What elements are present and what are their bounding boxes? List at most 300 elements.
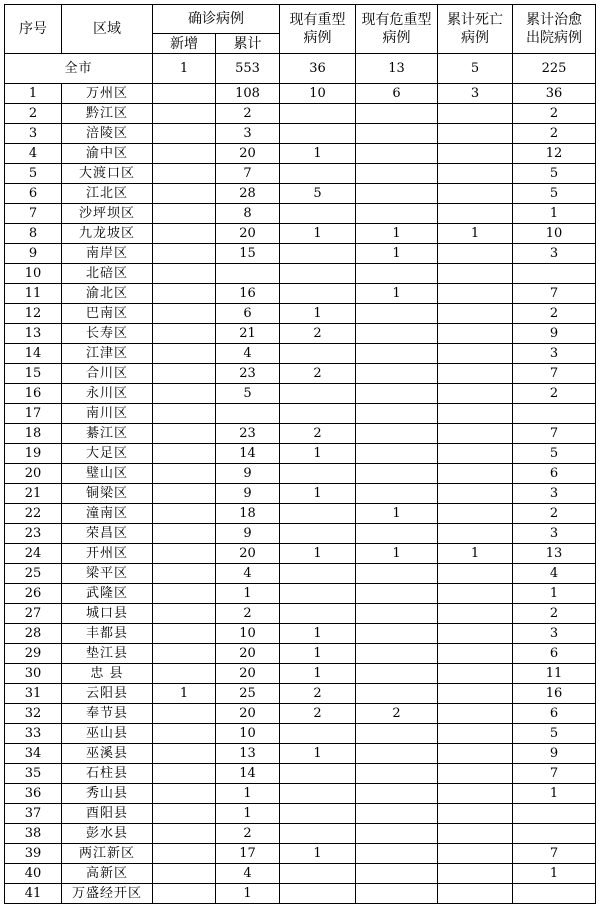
row-region: 潼南区 bbox=[62, 504, 153, 524]
row-cumulative: 4 bbox=[216, 864, 280, 884]
row-deaths bbox=[438, 144, 513, 164]
row-cumulative: 28 bbox=[216, 184, 280, 204]
row-region: 綦江区 bbox=[62, 424, 153, 444]
row-deaths bbox=[438, 104, 513, 124]
table-row bbox=[5, 804, 596, 824]
row-severe bbox=[280, 784, 356, 804]
row-recovered: 6 bbox=[513, 704, 596, 724]
row-region: 巫溪县 bbox=[62, 744, 153, 764]
row-severe bbox=[280, 164, 356, 184]
row-critical bbox=[356, 524, 438, 544]
row-severe bbox=[280, 104, 356, 124]
row-deaths bbox=[438, 604, 513, 624]
row-critical bbox=[356, 584, 438, 604]
row-index: 33 bbox=[5, 724, 62, 744]
row-cumulative: 20 bbox=[216, 144, 280, 164]
row-deaths: 3 bbox=[438, 84, 513, 104]
row-recovered: 6 bbox=[513, 464, 596, 484]
table-row bbox=[5, 864, 596, 884]
total-deaths: 5 bbox=[438, 54, 513, 84]
row-cumulative: 23 bbox=[216, 364, 280, 384]
row-severe: 1 bbox=[280, 144, 356, 164]
row-severe bbox=[280, 284, 356, 304]
row-deaths bbox=[438, 444, 513, 464]
row-severe: 1 bbox=[280, 664, 356, 684]
row-index: 10 bbox=[5, 264, 62, 284]
row-index: 21 bbox=[5, 484, 62, 504]
row-region: 渝北区 bbox=[62, 284, 153, 304]
row-deaths bbox=[438, 644, 513, 664]
row-index: 40 bbox=[5, 864, 62, 884]
row-recovered: 3 bbox=[513, 524, 596, 544]
table-row bbox=[5, 204, 596, 224]
row-deaths bbox=[438, 684, 513, 704]
row-recovered: 2 bbox=[513, 384, 596, 404]
row-region: 奉节县 bbox=[62, 704, 153, 724]
row-cumulative: 20 bbox=[216, 704, 280, 724]
row-critical bbox=[356, 304, 438, 324]
row-cumulative: 1 bbox=[216, 804, 280, 824]
row-critical bbox=[356, 324, 438, 344]
row-critical bbox=[356, 384, 438, 404]
row-recovered bbox=[513, 884, 596, 904]
row-recovered: 3 bbox=[513, 344, 596, 364]
row-critical: 6 bbox=[356, 84, 438, 104]
row-recovered bbox=[513, 804, 596, 824]
row-region: 酉阳县 bbox=[62, 804, 153, 824]
row-region: 垫江县 bbox=[62, 644, 153, 664]
row-deaths bbox=[438, 624, 513, 644]
row-severe bbox=[280, 764, 356, 784]
row-new bbox=[153, 744, 216, 764]
row-recovered: 2 bbox=[513, 124, 596, 144]
row-cumulative: 1 bbox=[216, 884, 280, 904]
table-row bbox=[5, 344, 596, 364]
row-cumulative: 20 bbox=[216, 664, 280, 684]
row-critical bbox=[356, 744, 438, 764]
row-cumulative: 1 bbox=[216, 584, 280, 604]
row-cumulative: 1 bbox=[216, 784, 280, 804]
row-severe: 5 bbox=[280, 184, 356, 204]
row-index: 1 bbox=[5, 84, 62, 104]
row-index: 3 bbox=[5, 124, 62, 144]
row-recovered: 7 bbox=[513, 424, 596, 444]
row-recovered: 3 bbox=[513, 244, 596, 264]
row-new bbox=[153, 304, 216, 324]
row-severe bbox=[280, 724, 356, 744]
row-new bbox=[153, 284, 216, 304]
table-header bbox=[5, 5, 596, 54]
covid-case-table bbox=[4, 4, 596, 904]
row-critical bbox=[356, 124, 438, 144]
row-deaths bbox=[438, 384, 513, 404]
row-deaths bbox=[438, 744, 513, 764]
row-index: 17 bbox=[5, 404, 62, 424]
row-recovered: 5 bbox=[513, 184, 596, 204]
row-deaths bbox=[438, 504, 513, 524]
row-severe: 1 bbox=[280, 304, 356, 324]
row-recovered: 9 bbox=[513, 324, 596, 344]
row-index: 14 bbox=[5, 344, 62, 364]
row-cumulative: 20 bbox=[216, 224, 280, 244]
table-row bbox=[5, 464, 596, 484]
row-severe bbox=[280, 884, 356, 904]
row-deaths bbox=[438, 404, 513, 424]
row-cumulative: 23 bbox=[216, 424, 280, 444]
row-region: 武隆区 bbox=[62, 584, 153, 604]
row-new bbox=[153, 524, 216, 544]
row-new bbox=[153, 124, 216, 144]
row-cumulative: 8 bbox=[216, 204, 280, 224]
row-new bbox=[153, 784, 216, 804]
row-critical: 1 bbox=[356, 244, 438, 264]
row-severe: 1 bbox=[280, 844, 356, 864]
row-new bbox=[153, 84, 216, 104]
row-recovered: 10 bbox=[513, 224, 596, 244]
table-row bbox=[5, 324, 596, 344]
row-deaths bbox=[438, 664, 513, 684]
row-recovered: 1 bbox=[513, 784, 596, 804]
row-severe bbox=[280, 264, 356, 284]
row-new bbox=[153, 544, 216, 564]
row-region: 忠 县 bbox=[62, 664, 153, 684]
row-deaths bbox=[438, 524, 513, 544]
row-critical bbox=[356, 264, 438, 284]
header-region: 区域 bbox=[62, 5, 153, 54]
row-recovered: 7 bbox=[513, 844, 596, 864]
table-row bbox=[5, 724, 596, 744]
row-critical bbox=[356, 664, 438, 684]
row-cumulative: 108 bbox=[216, 84, 280, 104]
row-region: 沙坪坝区 bbox=[62, 204, 153, 224]
table-row bbox=[5, 504, 596, 524]
row-new bbox=[153, 184, 216, 204]
row-index: 16 bbox=[5, 384, 62, 404]
row-deaths bbox=[438, 724, 513, 744]
total-row bbox=[5, 54, 596, 84]
row-critical: 1 bbox=[356, 544, 438, 564]
row-severe bbox=[280, 204, 356, 224]
row-critical bbox=[356, 164, 438, 184]
row-severe bbox=[280, 524, 356, 544]
row-recovered: 5 bbox=[513, 724, 596, 744]
row-deaths bbox=[438, 264, 513, 284]
row-new bbox=[153, 704, 216, 724]
row-region: 璧山区 bbox=[62, 464, 153, 484]
row-severe: 1 bbox=[280, 224, 356, 244]
row-index: 6 bbox=[5, 184, 62, 204]
table-row bbox=[5, 84, 596, 104]
row-critical bbox=[356, 564, 438, 584]
row-severe bbox=[280, 564, 356, 584]
row-severe bbox=[280, 584, 356, 604]
row-recovered: 2 bbox=[513, 304, 596, 324]
total-critical: 13 bbox=[356, 54, 438, 84]
row-cumulative: 20 bbox=[216, 544, 280, 564]
row-recovered bbox=[513, 824, 596, 844]
row-new bbox=[153, 864, 216, 884]
row-severe bbox=[280, 464, 356, 484]
row-index: 13 bbox=[5, 324, 62, 344]
row-critical bbox=[356, 824, 438, 844]
row-deaths bbox=[438, 184, 513, 204]
row-deaths: 1 bbox=[438, 224, 513, 244]
row-new bbox=[153, 404, 216, 424]
table-row bbox=[5, 544, 596, 564]
row-deaths bbox=[438, 784, 513, 804]
row-recovered: 6 bbox=[513, 644, 596, 664]
table-row bbox=[5, 244, 596, 264]
row-critical bbox=[356, 764, 438, 784]
row-severe: 1 bbox=[280, 544, 356, 564]
row-critical: 1 bbox=[356, 284, 438, 304]
row-deaths: 1 bbox=[438, 544, 513, 564]
row-recovered: 7 bbox=[513, 364, 596, 384]
row-index: 8 bbox=[5, 224, 62, 244]
row-new bbox=[153, 464, 216, 484]
row-region: 大渡口区 bbox=[62, 164, 153, 184]
row-new bbox=[153, 244, 216, 264]
row-new bbox=[153, 844, 216, 864]
row-critical bbox=[356, 644, 438, 664]
row-critical bbox=[356, 204, 438, 224]
header-recovered: 累计治愈 出院病例 bbox=[513, 5, 596, 54]
row-cumulative: 7 bbox=[216, 164, 280, 184]
row-deaths bbox=[438, 804, 513, 824]
row-cumulative: 9 bbox=[216, 524, 280, 544]
row-deaths bbox=[438, 864, 513, 884]
table-row bbox=[5, 304, 596, 324]
row-critical bbox=[356, 424, 438, 444]
row-index: 9 bbox=[5, 244, 62, 264]
row-recovered: 2 bbox=[513, 504, 596, 524]
table-row bbox=[5, 264, 596, 284]
row-region: 丰都县 bbox=[62, 624, 153, 644]
row-new bbox=[153, 884, 216, 904]
row-critical bbox=[356, 144, 438, 164]
row-recovered: 2 bbox=[513, 104, 596, 124]
table-row bbox=[5, 744, 596, 764]
row-cumulative: 10 bbox=[216, 724, 280, 744]
row-cumulative: 16 bbox=[216, 284, 280, 304]
row-index: 39 bbox=[5, 844, 62, 864]
row-index: 29 bbox=[5, 644, 62, 664]
row-new bbox=[153, 204, 216, 224]
row-new bbox=[153, 104, 216, 124]
total-cumulative: 553 bbox=[216, 54, 280, 84]
row-recovered: 11 bbox=[513, 664, 596, 684]
row-new bbox=[153, 584, 216, 604]
row-deaths bbox=[438, 824, 513, 844]
row-index: 36 bbox=[5, 784, 62, 804]
row-recovered: 7 bbox=[513, 284, 596, 304]
row-critical bbox=[356, 404, 438, 424]
row-cumulative: 2 bbox=[216, 104, 280, 124]
row-severe: 1 bbox=[280, 484, 356, 504]
row-cumulative bbox=[216, 404, 280, 424]
table-row bbox=[5, 644, 596, 664]
table-row bbox=[5, 284, 596, 304]
row-severe bbox=[280, 864, 356, 884]
row-deaths bbox=[438, 764, 513, 784]
row-critical bbox=[356, 364, 438, 384]
table-row bbox=[5, 404, 596, 424]
row-critical bbox=[356, 884, 438, 904]
row-critical bbox=[356, 684, 438, 704]
row-cumulative: 13 bbox=[216, 744, 280, 764]
table-row bbox=[5, 484, 596, 504]
row-region: 高新区 bbox=[62, 864, 153, 884]
row-recovered bbox=[513, 404, 596, 424]
row-severe: 1 bbox=[280, 744, 356, 764]
row-severe: 1 bbox=[280, 644, 356, 664]
row-recovered: 1 bbox=[513, 584, 596, 604]
row-new bbox=[153, 664, 216, 684]
row-index: 2 bbox=[5, 104, 62, 124]
header-confirmed: 确诊病例 bbox=[153, 5, 280, 34]
table-row bbox=[5, 564, 596, 584]
row-deaths bbox=[438, 584, 513, 604]
table-body bbox=[5, 54, 596, 904]
row-new bbox=[153, 384, 216, 404]
row-severe: 1 bbox=[280, 624, 356, 644]
row-recovered: 5 bbox=[513, 164, 596, 184]
row-new bbox=[153, 724, 216, 744]
row-region: 巴南区 bbox=[62, 304, 153, 324]
row-severe bbox=[280, 344, 356, 364]
row-severe bbox=[280, 604, 356, 624]
row-critical bbox=[356, 184, 438, 204]
row-region: 开州区 bbox=[62, 544, 153, 564]
row-critical bbox=[356, 784, 438, 804]
row-cumulative: 20 bbox=[216, 644, 280, 664]
row-cumulative: 17 bbox=[216, 844, 280, 864]
row-region: 长寿区 bbox=[62, 324, 153, 344]
row-severe bbox=[280, 384, 356, 404]
table-row bbox=[5, 624, 596, 644]
row-new bbox=[153, 344, 216, 364]
row-new bbox=[153, 764, 216, 784]
row-new bbox=[153, 824, 216, 844]
row-region: 彭水县 bbox=[62, 824, 153, 844]
row-region: 合川区 bbox=[62, 364, 153, 384]
row-recovered: 9 bbox=[513, 744, 596, 764]
row-critical bbox=[356, 484, 438, 504]
row-index: 27 bbox=[5, 604, 62, 624]
row-deaths bbox=[438, 124, 513, 144]
row-region: 秀山县 bbox=[62, 784, 153, 804]
table-row bbox=[5, 764, 596, 784]
row-deaths bbox=[438, 844, 513, 864]
row-index: 41 bbox=[5, 884, 62, 904]
row-deaths bbox=[438, 464, 513, 484]
row-critical bbox=[356, 724, 438, 744]
row-recovered: 1 bbox=[513, 204, 596, 224]
table-row bbox=[5, 604, 596, 624]
row-critical bbox=[356, 624, 438, 644]
table-row bbox=[5, 384, 596, 404]
row-critical: 1 bbox=[356, 504, 438, 524]
row-region: 万州区 bbox=[62, 84, 153, 104]
table-row bbox=[5, 224, 596, 244]
row-deaths bbox=[438, 704, 513, 724]
table-row bbox=[5, 824, 596, 844]
header-new: 新增 bbox=[153, 34, 216, 54]
row-cumulative: 4 bbox=[216, 564, 280, 584]
row-region: 荣昌区 bbox=[62, 524, 153, 544]
row-index: 38 bbox=[5, 824, 62, 844]
row-index: 35 bbox=[5, 764, 62, 784]
row-cumulative: 21 bbox=[216, 324, 280, 344]
row-region: 梁平区 bbox=[62, 564, 153, 584]
row-cumulative: 9 bbox=[216, 464, 280, 484]
table-row bbox=[5, 524, 596, 544]
row-region: 永川区 bbox=[62, 384, 153, 404]
table-row bbox=[5, 424, 596, 444]
row-index: 12 bbox=[5, 304, 62, 324]
row-deaths bbox=[438, 424, 513, 444]
row-index: 4 bbox=[5, 144, 62, 164]
row-severe: 10 bbox=[280, 84, 356, 104]
row-index: 11 bbox=[5, 284, 62, 304]
row-severe: 2 bbox=[280, 364, 356, 384]
row-critical bbox=[356, 344, 438, 364]
row-region: 两江新区 bbox=[62, 844, 153, 864]
header-severe: 现有重型 病例 bbox=[280, 5, 356, 54]
row-deaths bbox=[438, 164, 513, 184]
row-recovered: 13 bbox=[513, 544, 596, 564]
row-deaths bbox=[438, 284, 513, 304]
row-index: 22 bbox=[5, 504, 62, 524]
row-cumulative: 4 bbox=[216, 344, 280, 364]
row-deaths bbox=[438, 884, 513, 904]
row-index: 20 bbox=[5, 464, 62, 484]
row-recovered: 7 bbox=[513, 764, 596, 784]
row-severe: 2 bbox=[280, 704, 356, 724]
table-row bbox=[5, 124, 596, 144]
row-new bbox=[153, 804, 216, 824]
table-row bbox=[5, 844, 596, 864]
row-index: 7 bbox=[5, 204, 62, 224]
row-region: 九龙坡区 bbox=[62, 224, 153, 244]
row-region: 巫山县 bbox=[62, 724, 153, 744]
row-index: 28 bbox=[5, 624, 62, 644]
row-severe bbox=[280, 244, 356, 264]
row-new: 1 bbox=[153, 684, 216, 704]
row-severe bbox=[280, 404, 356, 424]
row-new bbox=[153, 424, 216, 444]
row-deaths bbox=[438, 344, 513, 364]
row-severe: 1 bbox=[280, 444, 356, 464]
row-index: 37 bbox=[5, 804, 62, 824]
row-severe: 2 bbox=[280, 684, 356, 704]
row-critical bbox=[356, 464, 438, 484]
row-index: 25 bbox=[5, 564, 62, 584]
table-row bbox=[5, 164, 596, 184]
total-recovered: 225 bbox=[513, 54, 596, 84]
row-critical bbox=[356, 844, 438, 864]
row-recovered: 16 bbox=[513, 684, 596, 704]
row-region: 云阳县 bbox=[62, 684, 153, 704]
row-new bbox=[153, 164, 216, 184]
row-index: 32 bbox=[5, 704, 62, 724]
row-critical bbox=[356, 104, 438, 124]
table-row bbox=[5, 664, 596, 684]
row-new bbox=[153, 364, 216, 384]
table-row bbox=[5, 784, 596, 804]
row-cumulative: 18 bbox=[216, 504, 280, 524]
row-region: 城口县 bbox=[62, 604, 153, 624]
